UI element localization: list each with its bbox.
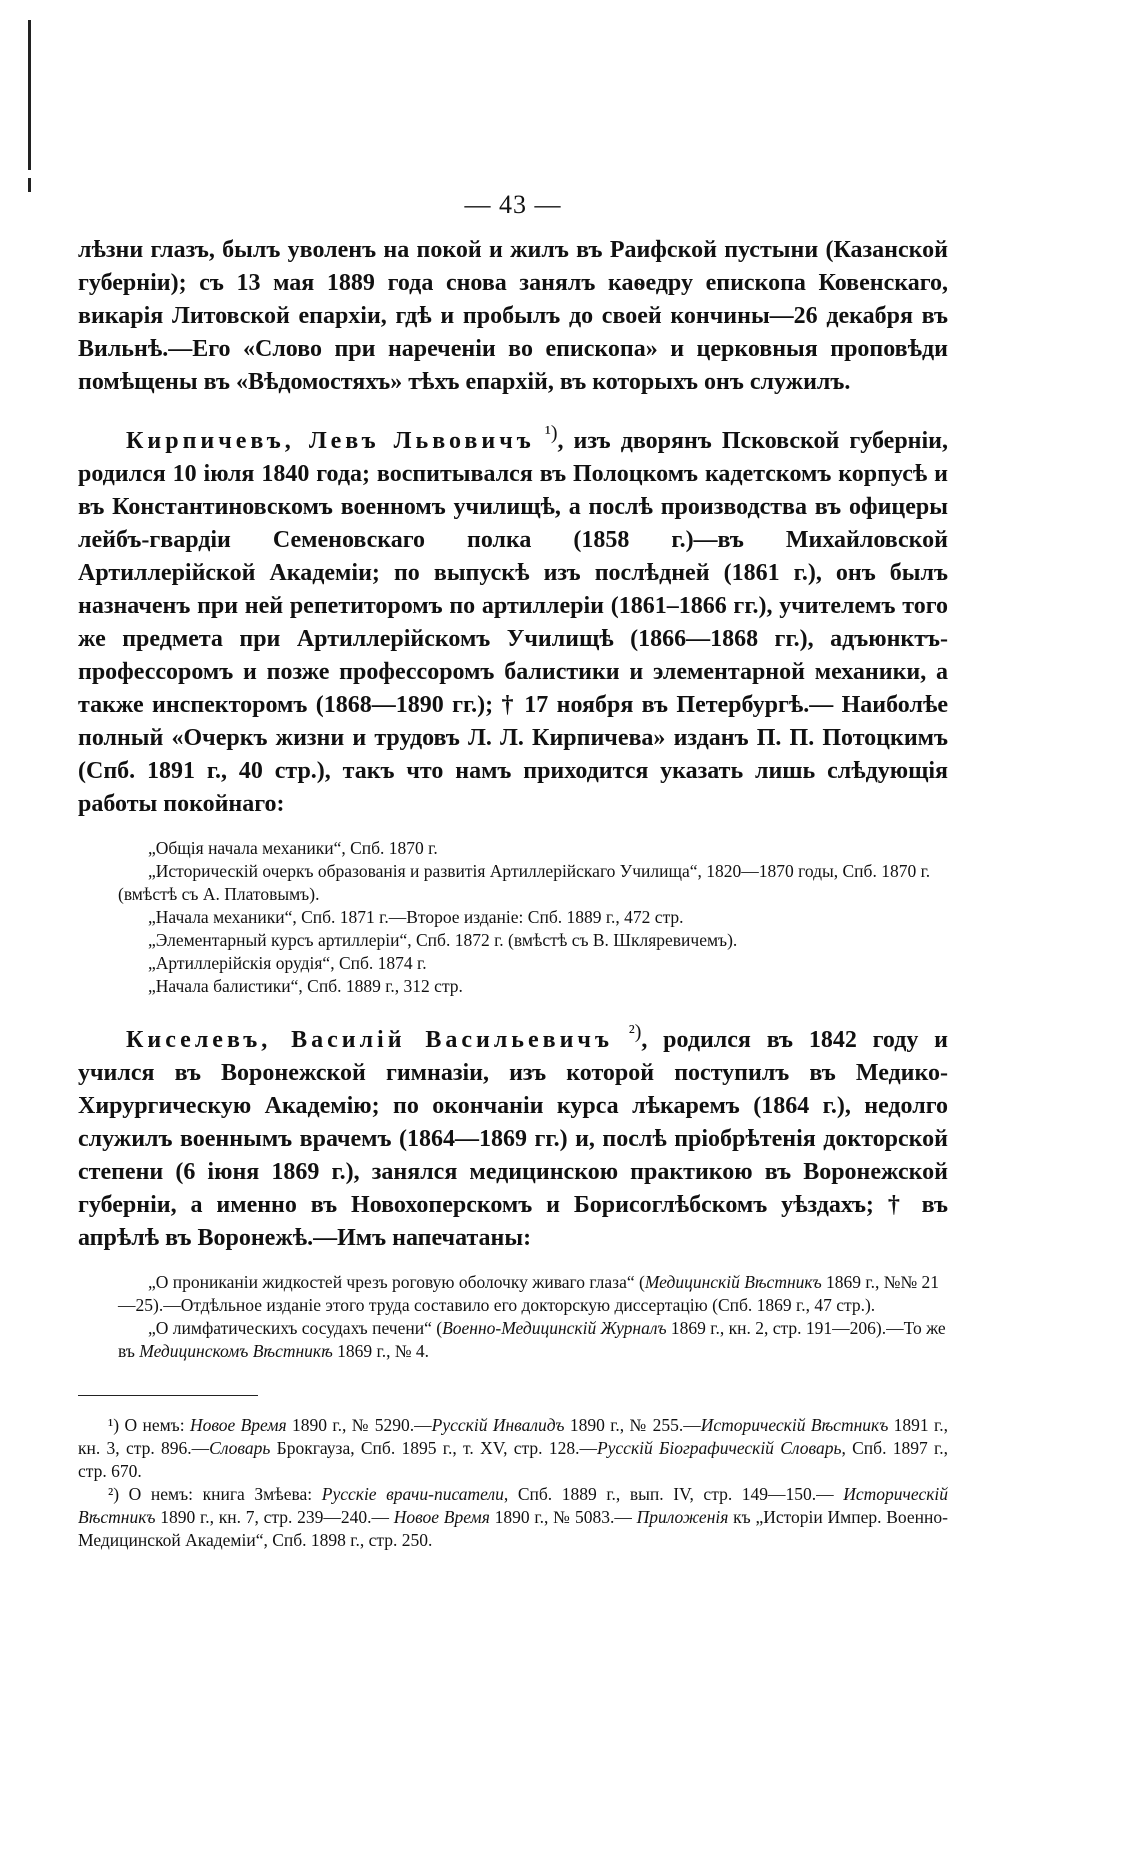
page-edge-mark xyxy=(28,20,31,170)
footnote-divider xyxy=(78,1395,258,1396)
footnotes xyxy=(78,1414,948,1552)
list-item: „Общія начала механики“, Спб. 1870 г. xyxy=(148,838,438,858)
document-page xyxy=(78,190,948,1552)
list-item: „Начала балистики“, Спб. 1889 г., 312 стр. xyxy=(148,976,463,996)
list-item: „Элементарный курсъ артиллеріи“, Спб. 1872 г. (вмѣстѣ съ В. Шкляревичемъ). xyxy=(148,930,738,950)
entry-text: , родился въ 1842 году и учился въ Воронежской гимназіи, изъ которой поступилъ въ Медико-Хирургическую Академію; по окончаніи курса лѣкаремъ (1864 г.), недолго служилъ военнымъ врачемъ (1864—1869 гг.) и, послѣ пріобрѣтенія докторской степени (6 іюня 1869 г.), занялся медицинскою практикою въ Воронежской губерніи, а именно въ Новохоперскомъ и Борисоглѣбскомъ уѣздахъ; † въ апрѣлѣ въ Воронежѣ.—Имъ напечатаны: xyxy=(78,1027,948,1251)
page-number: — 43 — xyxy=(464,190,562,219)
entry-text: , изъ дворянъ Псковской губерніи, родился 10 іюля 1840 года; воспитывался въ Полоцкомъ кадетскомъ корпусѣ и въ Константиновскомъ военномъ училищѣ, а послѣ производства въ офицеры лейбъ-гвардіи Семеновскаго полка (1858 г.)—въ Михайловской Артиллерійской Академіи; по выпускѣ изъ послѣдней (1861 г.), онъ былъ назначенъ при ней репетиторомъ по артиллеріи (1861–1866 гг.), учителемъ того же предмета при Артиллерійскомъ Училищѣ (1866—1868 гг.), адъюнктъ-профессоромъ и позже профессоромъ балистики и элементарной механики, а также инспекторомъ (1868—1890 гг.); † 17 ноября въ Петербургѣ.— Наиболѣе полный «Очеркъ жизни и трудовъ Л. Л. Кирпичева» изданъ П. П. Потоцкимъ (Спб. 1891 г., 40 стр.), такъ что намъ приходится указать лишь слѣдующія работы покойнаго: xyxy=(78,428,949,817)
list-item: „О лимфатическихъ сосудахъ печени“ (Военно-Медицинскій Журналъ 1869 г., кн. 2, стр. 191—206).—То же въ Медицинскомъ Вѣстникѣ 1869 г., № 4. xyxy=(118,1318,946,1361)
list-item: „Артиллерійскія орудія“, Спб. 1874 г. xyxy=(148,953,427,973)
works-list-kiselev xyxy=(118,1271,948,1363)
footnote-2: ²) О немъ: книга Змѣева: Русскіе врачи-писатели, Спб. 1889 г., вып. IV, стр. 149—150.— Историческій Вѣстникъ 1890 г., кн. 7, стр. 239—240.— Новое Время 1890 г., № 5083.— Приложенія къ „Исторіи Импер. Военно-Медицинской Академіи“, Спб. 1898 г., стр. 250. xyxy=(78,1484,949,1550)
footnote-ref: ¹) xyxy=(544,422,558,444)
entry-kirpichev xyxy=(78,417,948,821)
works-list-kirpichev xyxy=(118,837,948,998)
footnote-ref: ²) xyxy=(628,1021,642,1043)
continued-paragraph: лѣзни глазъ, былъ уволенъ на покой и жилъ въ Раифской пустыни (Казанской губерніи); съ 13 мая 1889 года снова занялъ каѳедру епископа Ковенскаго, викарія Литовской епархіи, гдѣ и пробылъ до своей кончины—26 декабря въ Вильнѣ.—Его «Слово при нареченіи во епископа» и церковныя проповѣди помѣщены въ «Вѣдомостяхъ» тѣхъ епархій, въ которыхъ онъ служилъ. xyxy=(78,237,948,395)
footnote-1: ¹) О немъ: Новое Время 1890 г., № 5290.—Русскій Инвалидъ 1890 г., № 255.—Историческій Вѣстникъ 1891 г., кн. 3, стр. 896.—Словарь Брокгауза, Спб. 1895 г., т. XV, стр. 128.—Русскій Біографическій Словарь, Спб. 1897 г., стр. 670. xyxy=(78,1415,949,1481)
entry-name: Киселевъ, Василій Васильевичъ xyxy=(126,1027,613,1053)
entry-name: Кирпичевъ, Левъ Львовичъ xyxy=(126,428,535,454)
page-edge-mark xyxy=(28,178,31,192)
list-item: „Начала механики“, Спб. 1871 г.—Второе изданіе: Спб. 1889 г., 472 стр. xyxy=(148,907,684,927)
entry-kiselev xyxy=(78,1016,948,1255)
list-item: „Историческій очеркъ образованія и развитія Артиллерійскаго Училища“, 1820—1870 годы, Спб. 1870 г. (вмѣстѣ съ А. Платовымъ). xyxy=(118,861,931,904)
list-item: „О прониканіи жидкостей чрезъ роговую оболочку живаго глаза“ (Медицинскій Вѣстникъ 1869 г., №№ 21—25).—Отдѣльное изданіе этого труда составило его докторскую диссертацію (Спб. 1869 г., 47 стр.). xyxy=(118,1272,940,1315)
